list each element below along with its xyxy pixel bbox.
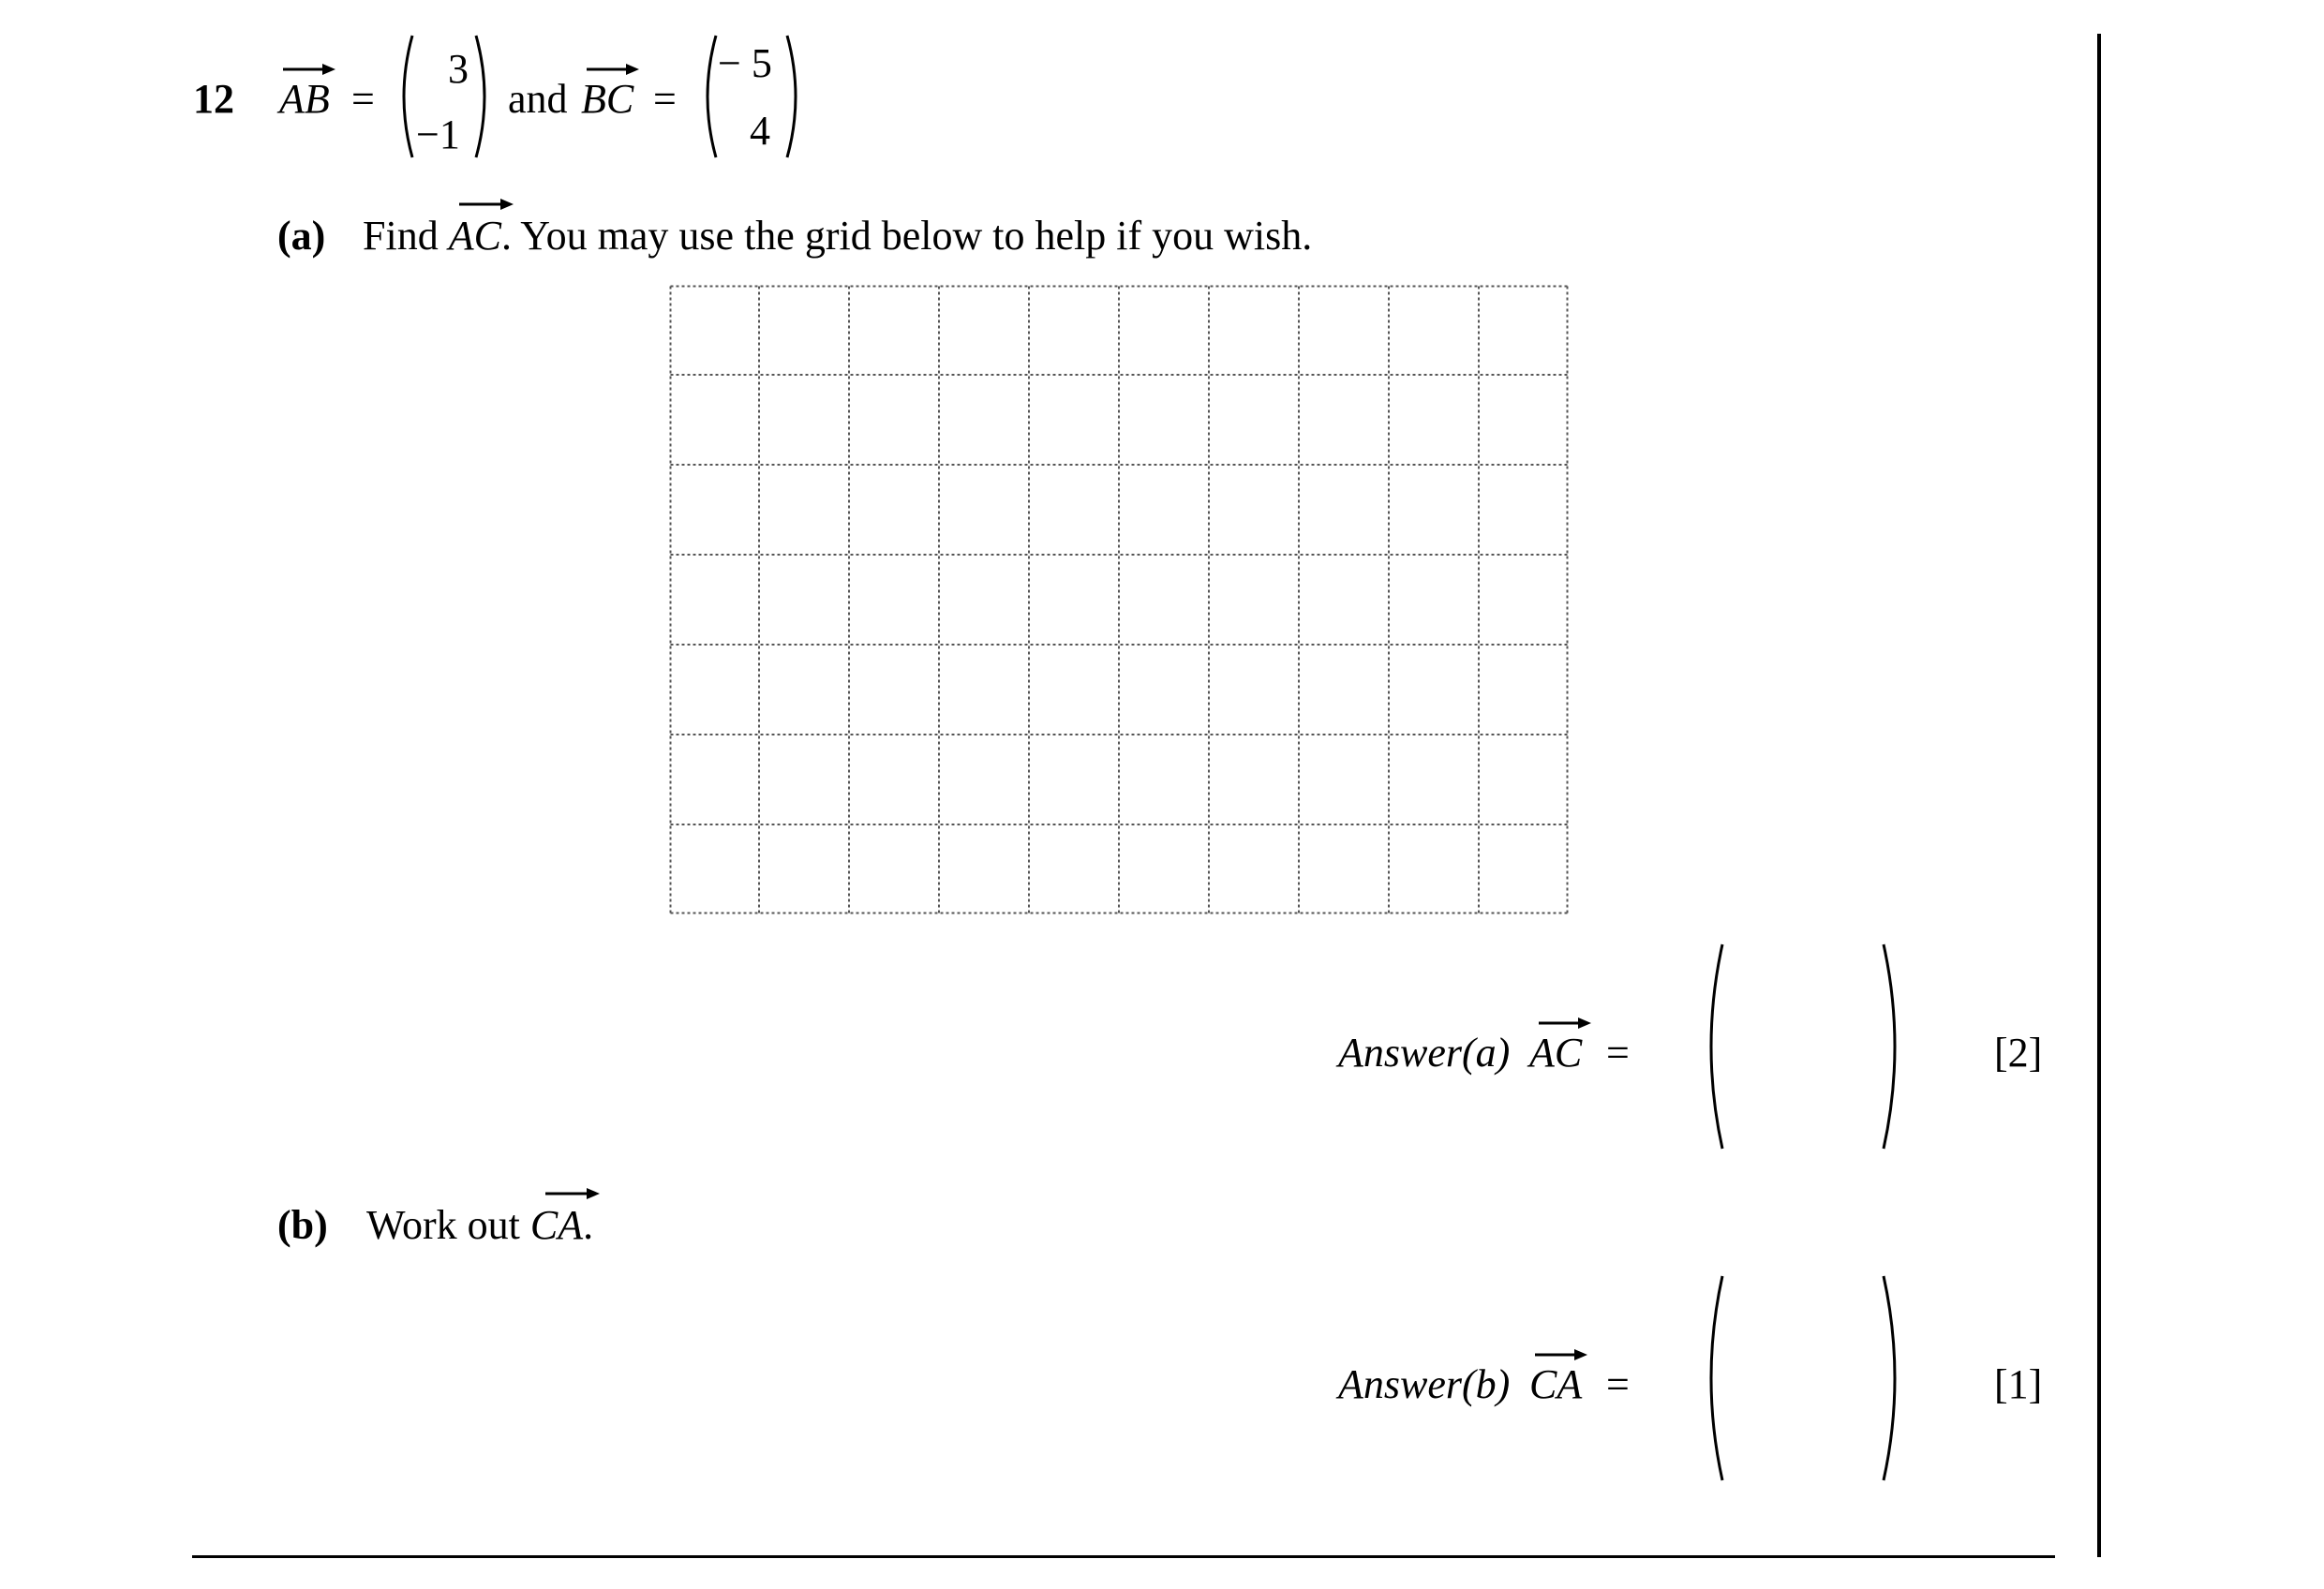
answer-b-label: Answer(b) bbox=[1338, 1361, 1511, 1407]
part-b-prompt bbox=[366, 1202, 594, 1248]
answer-a-label: Answer(a) bbox=[1338, 1030, 1511, 1076]
part-b-vector-arrow-icon bbox=[544, 1186, 600, 1201]
part-a-vector-arrow-icon bbox=[457, 197, 514, 212]
margin-rule bbox=[2097, 34, 2101, 1557]
vector-ab-arrow-icon bbox=[281, 62, 335, 77]
vector-ab-label bbox=[279, 76, 330, 122]
vector-ab-top: 3 bbox=[448, 46, 469, 92]
right-paren-ab-icon bbox=[472, 34, 495, 159]
part-a-label: (a) bbox=[277, 213, 326, 259]
answer-a-left-paren-icon bbox=[1698, 943, 1728, 1151]
vector-bc-top: − 5 bbox=[718, 40, 772, 86]
equals-sign-ab: = bbox=[351, 76, 375, 122]
answer-a-right-paren-icon bbox=[1878, 943, 1908, 1151]
answer-b-vector: CA bbox=[1529, 1361, 1583, 1407]
vector-bc-bottom: 4 bbox=[750, 108, 770, 154]
dotted-grid bbox=[669, 285, 1569, 914]
left-paren-bc-icon bbox=[697, 34, 720, 159]
part-a-prompt bbox=[363, 215, 1312, 257]
part-b-text-after: . bbox=[583, 1202, 594, 1248]
part-a-vector: AC bbox=[448, 213, 501, 259]
part-b-label: (b) bbox=[277, 1202, 328, 1248]
answer-a-equals: = bbox=[1606, 1030, 1630, 1076]
answer-a-input[interactable] bbox=[1734, 946, 1874, 1145]
answer-b-input[interactable] bbox=[1734, 1278, 1874, 1477]
vector-bc-arrow-icon bbox=[585, 62, 639, 77]
and-word: and bbox=[508, 76, 568, 122]
part-a-marks: [2] bbox=[1994, 1030, 2043, 1076]
bottom-rule bbox=[192, 1555, 2055, 1558]
right-paren-bc-icon bbox=[783, 34, 806, 159]
part-a-text-after: . You may use the grid below to help if you wish. bbox=[500, 213, 1313, 259]
answer-b-arrow-icon bbox=[1533, 1347, 1587, 1362]
part-b-text-before: Work out bbox=[366, 1202, 520, 1248]
part-b-vector: CA bbox=[529, 1202, 584, 1248]
answer-b-vector-wrap bbox=[1529, 1361, 1583, 1407]
answer-a-vector: AC bbox=[1529, 1030, 1583, 1076]
vector-bc-label bbox=[581, 76, 634, 122]
answer-b-right-paren-icon bbox=[1878, 1274, 1908, 1482]
answer-a-arrow-icon bbox=[1537, 1016, 1591, 1031]
answer-b-left-paren-icon bbox=[1698, 1274, 1728, 1482]
answer-a-vector-wrap bbox=[1529, 1032, 1582, 1074]
vector-ab-bottom: −1 bbox=[416, 111, 460, 157]
part-b-marks: [1] bbox=[1994, 1361, 2043, 1407]
answer-b-equals: = bbox=[1606, 1361, 1630, 1407]
vector-ab-name: AB bbox=[279, 76, 330, 122]
vector-bc-name: BC bbox=[581, 76, 634, 122]
left-paren-ab-icon bbox=[394, 34, 416, 159]
part-a-text-before: Find bbox=[363, 213, 439, 259]
equals-sign-bc: = bbox=[653, 76, 677, 122]
question-number: 12 bbox=[193, 76, 234, 122]
